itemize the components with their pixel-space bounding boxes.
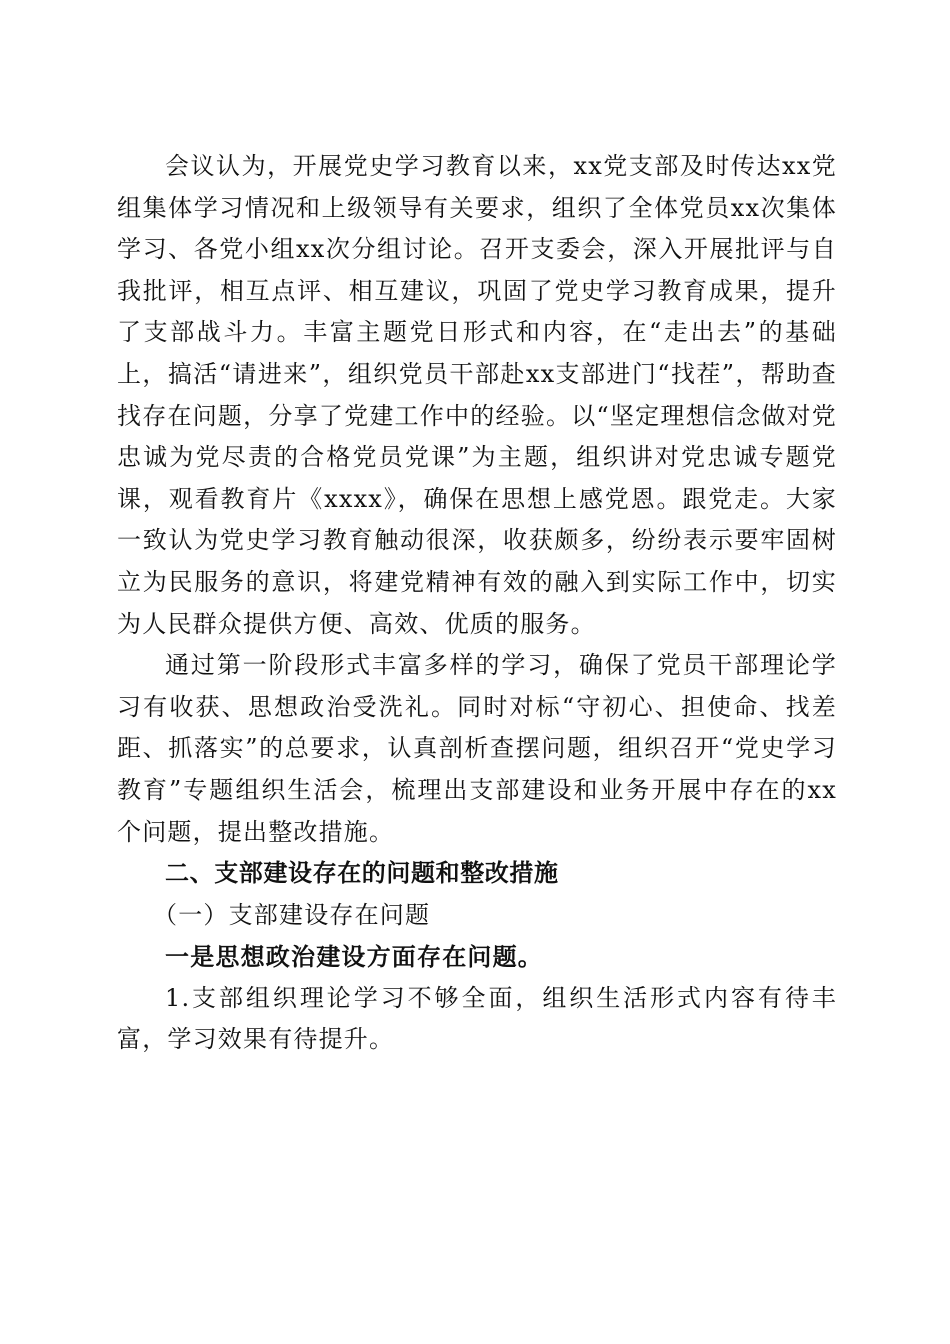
paragraph-meeting-conclusion: 会议认为，开展党史学习教育以来，xx党支部及时传达xx党组集体学习情况和上级领导有关要求，组织了全体党员xx次集体学习、各党小组xx次分组讨论。召开支委会，深入开展批评与自我批评，相互点评、相互建议，巩固了党史学习教育成果，提升了支部战斗力。丰富主题党日形式和内容，在“走出去”的基础上，搞活“请进来”，组织党员干部赴xx支部进门“找茬”，帮助查找存在问题，分享了党建工作中的经验。以“坚定理想信念做对党忠诚为党尽责的合格党员党课”为主题，组织讲对党忠诚专题党课，观看教育片《xxxx》，确保在思想上感党恩。跟党走。大家一致认为党史学习教育触动很深，收获颇多，纷纷表示要牢固树立为民服务的意识，将建党精神有效的融入到实际工作中，切实为人民群众提供方便、高效、优质的服务。 [117,152,837,638]
document-body [117,146,837,1061]
subsection-heading: （一）支部建设存在问题 [153,900,431,929]
section-heading: 二、支部建设存在的问题和整改措施 [165,859,559,888]
paragraph-first-stage-study: 通过第一阶段形式丰富多样的学习，确保了党员干部理论学习有收获、思想政治受洗礼。同时对标“守初心、担使命、找差距、抓落实”的总要求，认真剖析查摆问题，组织召开“党史学习教育”专题组织生活会，梳理出支部建设和业务开展中存在的xx个问题，提出整改措施。 [117,651,837,846]
list-item-1: 1.支部组织理论学习不够全面，组织生活形式内容有待丰富，学习效果有待提升。 [117,983,837,1054]
point-heading: 一是思想政治建设方面存在问题。 [165,942,543,972]
